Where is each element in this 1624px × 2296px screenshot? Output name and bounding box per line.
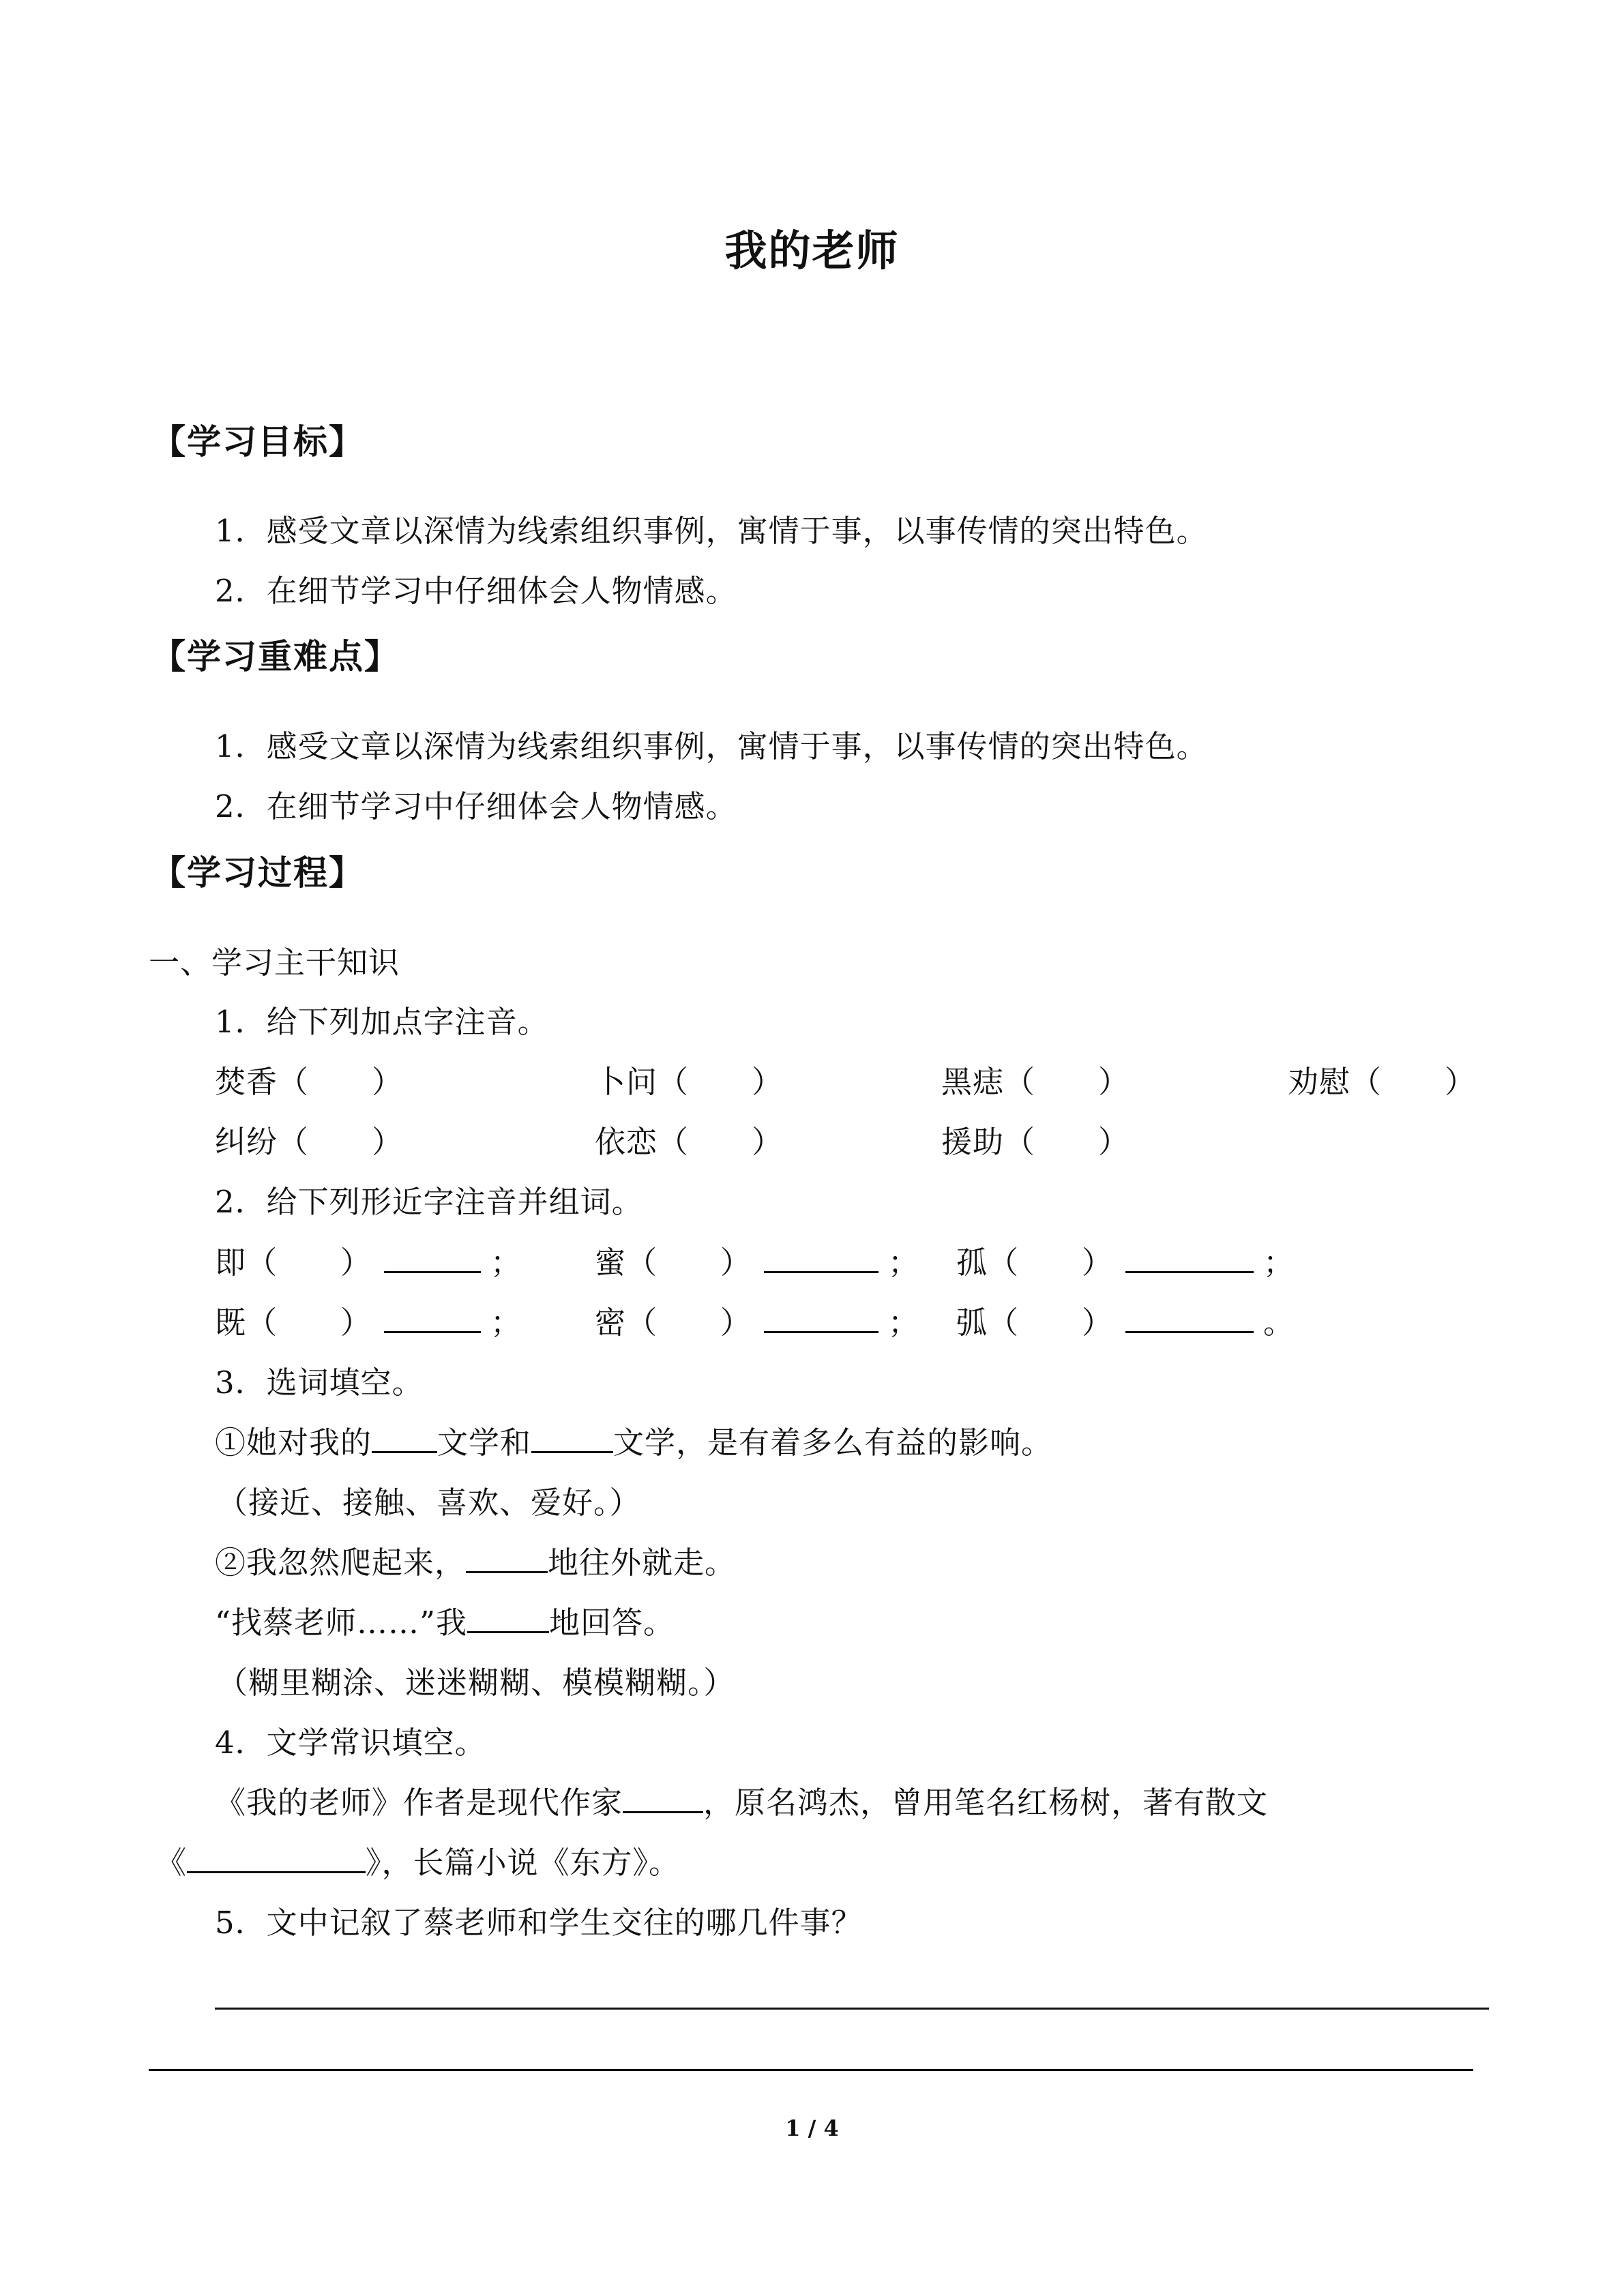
similar-char: 蜜（ ）: [595, 1244, 752, 1281]
process-heading: 【学习过程】: [151, 852, 364, 893]
goal-item-1: 1．感受文章以深情为线索组织事例，寓情于事，以事传情的突出特色。: [215, 513, 1208, 549]
part1-title: 一、学习主干知识: [149, 944, 400, 981]
answer-blank[interactable]: [1125, 1240, 1254, 1273]
q3-sentence-1: [215, 1418, 1052, 1462]
sentence-text: 地往外就走。: [548, 1545, 737, 1581]
similar-char-item: [215, 1238, 522, 1282]
similar-char-item: [215, 1298, 522, 1342]
pinyin-item: 焚香（ ）: [215, 1064, 404, 1100]
similar-char-item: [595, 1238, 919, 1282]
sentence-text: ②我忽然爬起来，: [215, 1545, 467, 1581]
punctuation: ；: [1263, 1244, 1295, 1281]
goal-item-2: 2．在细节学习中仔细体会人物情感。: [215, 573, 737, 609]
sentence-text: ，原名鸿杰，曾用笔名红杨树，著有散文: [703, 1785, 1269, 1821]
sentence-text: 文学，是有着多么有益的影响。: [613, 1425, 1053, 1461]
q5-prompt: 5．文中记叙了蔡老师和学生交往的哪几件事？: [215, 1905, 863, 1941]
answer-blank[interactable]: [764, 1300, 879, 1333]
answer-blank[interactable]: [384, 1300, 481, 1333]
answer-blank[interactable]: [372, 1420, 437, 1453]
answer-blank[interactable]: [623, 1780, 703, 1813]
sentence-text: 文学和: [437, 1425, 532, 1461]
punctuation: ；: [888, 1304, 920, 1341]
similar-char: 密（ ）: [595, 1304, 752, 1341]
answer-blank[interactable]: [466, 1540, 548, 1573]
q3-sentence-3: [215, 1598, 675, 1642]
q4-line-1: [215, 1778, 1268, 1822]
pinyin-item: 纠纷（ ）: [215, 1124, 404, 1160]
similar-char: 即（ ）: [215, 1244, 372, 1281]
q3-choices-2: （糊里糊涂、迷迷糊糊、模模糊糊。）: [217, 1665, 735, 1701]
answer-blank[interactable]: [467, 1600, 549, 1633]
goals-heading: 【学习目标】: [151, 421, 364, 462]
key-point-item-1: 1．感受文章以深情为线索组织事例，寓情于事，以事传情的突出特色。: [215, 728, 1208, 764]
answer-blank[interactable]: [531, 1420, 613, 1453]
punctuation: ；: [490, 1244, 522, 1281]
q1-prompt: 1．给下列加点字注音。: [215, 1004, 549, 1040]
similar-char: 弧（ ）: [956, 1304, 1114, 1341]
punctuation: 。: [1263, 1304, 1295, 1341]
q2-prompt: 2．给下列形近字注音并组词。: [215, 1184, 643, 1220]
page-title: 我的老师: [724, 226, 900, 275]
q4-line-2: [156, 1838, 680, 1882]
answer-blank[interactable]: [764, 1240, 879, 1273]
pinyin-item: 援助（ ）: [941, 1124, 1130, 1160]
sentence-text: 《: [156, 1845, 188, 1881]
similar-char: 孤（ ）: [956, 1244, 1114, 1281]
answer-blank[interactable]: [187, 1840, 366, 1873]
sentence-text: “找蔡老师……”我: [215, 1605, 468, 1641]
sentence-text: 《我的老师》作者是现代作家: [215, 1785, 623, 1821]
similar-char: 既（ ）: [215, 1304, 372, 1341]
punctuation: ；: [490, 1304, 522, 1341]
pinyin-item: 依恋（ ）: [595, 1124, 784, 1160]
similar-char-item: [956, 1298, 1295, 1342]
key-points-heading: 【学习重难点】: [151, 636, 400, 676]
pinyin-item: 劝慰（ ）: [1288, 1064, 1477, 1100]
answer-line[interactable]: [215, 2008, 1489, 2010]
punctuation: ；: [888, 1244, 920, 1281]
page-number: 1 / 4: [785, 2115, 839, 2141]
key-point-item-2: 2．在细节学习中仔细体会人物情感。: [215, 788, 737, 824]
q3-sentence-2: [215, 1538, 736, 1582]
q3-choices-1: （接近、接触、喜欢、爱好。）: [217, 1485, 641, 1521]
similar-char-item: [595, 1298, 919, 1342]
pinyin-item: 卜问（ ）: [595, 1064, 784, 1100]
answer-blank[interactable]: [1125, 1300, 1254, 1333]
footer-divider: [149, 2069, 1473, 2071]
sentence-text: 》，长篇小说《东方》。: [366, 1845, 681, 1881]
sentence-text: 地回答。: [549, 1605, 675, 1641]
q4-prompt: 4．文学常识填空。: [215, 1725, 486, 1761]
similar-char-item: [956, 1238, 1295, 1282]
sentence-text: ①她对我的: [215, 1425, 372, 1461]
q3-prompt: 3．选词填空。: [215, 1365, 424, 1401]
answer-blank[interactable]: [384, 1240, 481, 1273]
pinyin-item: 黑痣（ ）: [941, 1064, 1130, 1100]
